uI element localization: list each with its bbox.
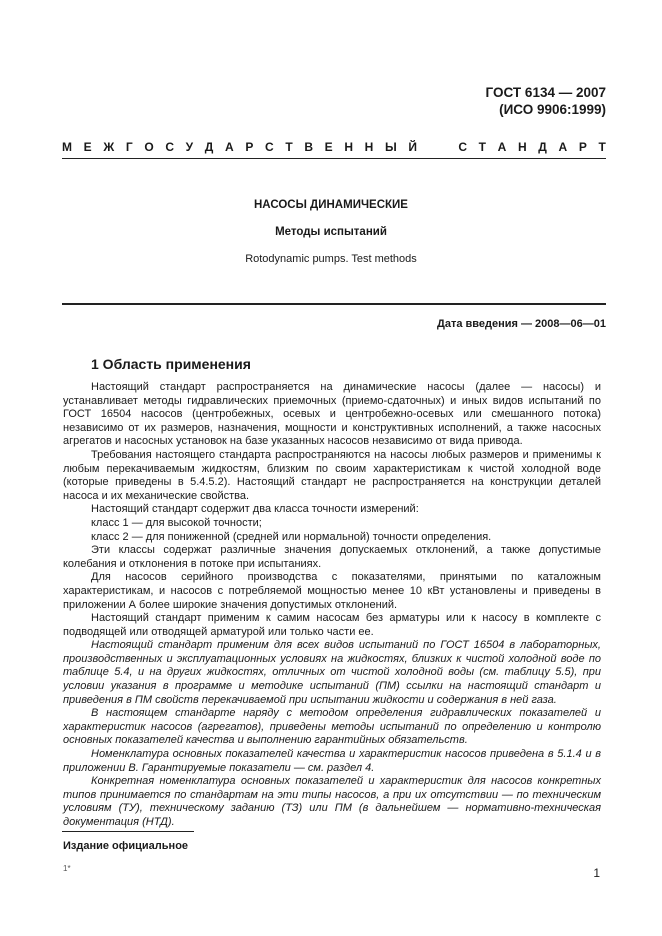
interstate-letter: Е [83,140,92,154]
interstate-letter: М [62,140,72,154]
section-heading: 1 Область применения [91,356,251,372]
top-divider [62,158,606,159]
interstate-letter: С [264,140,274,154]
interstate-letter: У [185,140,194,154]
interstate-letter: В [304,140,313,154]
interstate-letter: Й [408,140,417,154]
interstate-letter: Н [364,140,374,154]
interstate-letter: Т [285,140,293,154]
document-subtitle: Методы испытаний [275,226,387,238]
standard-identifier [486,84,606,118]
interstate-letter: Г [125,140,133,154]
document-title: НАСОСЫ ДИНАМИЧЕСКИЕ [254,199,408,211]
paragraph: Требования настоящего стандарта распространяются на насосы любых размеров и применимы к любым перекачиваемым жидкостям, близким по своим характеристикам к чистой холодной воде (которые приведены в 5.4.5.2). Настоящий стандарт не распространяется на конструкции деталей насоса и их механические свойства. [63,448,601,502]
interstate-letter: Р [245,140,254,154]
interstate-letter: С [165,140,174,154]
title-divider [62,303,606,305]
interstate-letter: Н [344,140,353,154]
paragraph: Для насосов серийного производства с показателями, принятыми по каталожным характеристикам, и насосов с потребляемой мощностью менее 10 кВт установлены и приведены в приложении А более широкие значения допустимых отклонений. [63,571,601,611]
interstate-letter: Т [478,140,486,154]
iso-equivalent: (ИСО 9906:1999) [499,102,606,117]
interstate-letter: А [224,140,234,154]
paragraph: Эти классы содержат различные значения допускаемых отклонений, а также допустимые колебания и отклонения в потоке при испытаниях. [63,544,601,570]
interstate-letter: Е [324,140,333,154]
english-title: Rotodynamic pumps. Test methods [245,253,417,265]
interstate-letter: Д [538,140,547,154]
footer-divider [62,831,194,832]
standard-number: ГОСТ 6134 — 2007 [485,85,606,100]
interstate-letter: Ж [103,140,115,154]
interstate-letter: Т [598,140,606,154]
paragraph: класс 2 — для пониженной (средней или нормальной) точности определения. [91,530,492,543]
paragraph: Настоящий стандарт применим для всех видов испытаний по ГОСТ 16504 в лабораторных, производственных и эксплуатационных условиях на жидкостях, близких к чистой холодной воде по таблице 5.4, и на других жидкостях, отличных от чистой холодной воды (см. таблицу 5.5), при условии указания в программе и методике испытаний (ПМ) ссылки на настоящий стандарт и приведения в ПМ свойств перекачиваемой при испытании жидкости и содержания в ней газа. [63,639,601,706]
paragraph: Настоящий стандарт распространяется на динамические насосы (далее — насосы) и устанавливает методы гидравлических приемочных (приемо-сдаточных) и иных видов испытаний по ГОСТ 16504 насосов (центробежных, осевых и центробежно-осевых или смешанного потока) независимо от их размеров, назначения, мощности и конструктивных исполнений, а также насосных агрегатов и насосных установок на базе указанных насосов независимо от вида привода. [63,381,601,448]
paragraph: Номенклатура основных показателей качества и характеристик насосов приведена в 5.1.4 и в приложении В. Гарантируемые показатели — см. раздел 4. [63,748,601,774]
paragraph: Настоящий стандарт содержит два класса точности измерений: [91,503,419,516]
interstate-letter: С [458,140,467,154]
interstate-letter: А [497,140,507,154]
paragraph: Настоящий стандарт применим к самим насосам без арматуры или к насосу в комплекте с подводящей или отводящей арматурой или только части ее. [63,612,601,638]
interstate-letter: Д [204,140,214,154]
interstate-letter: Н [517,140,527,154]
edition-label: Издание официальное [63,840,189,852]
interstate-letter: А [558,140,568,154]
introduction-date: Дата введения — 2008—06—01 [437,318,606,330]
interstate-letter: Ы [384,140,397,154]
interstate-letter: О [144,140,154,154]
word-gap [429,140,447,154]
interstate-standard-label [62,140,606,154]
paragraph: класс 1 — для высокой точности; [91,516,262,529]
print-mark: 1* [63,864,71,873]
interstate-letter: Р [578,140,587,154]
paragraph: Конкретная номенклатура основных показателей и характеристик для насосов конкретных типов принимается по стандартам на эти типы насосов, а при их отсутствии — по техническим условиям (ТУ), техническому заданию (ТЗ) или ПМ (в дальнейшем — нормативно-техническая документация (НТД). [63,775,601,828]
section-body [63,381,601,830]
page-number: 1 [593,866,600,880]
paragraph: В настоящем стандарте наряду с методом определения гидравлических показателей и характеристик насосов (агрегатов), приведены методы испытаний по определению и контролю основных показателей качества и выполнению гарантийных обязательств. [63,707,601,747]
